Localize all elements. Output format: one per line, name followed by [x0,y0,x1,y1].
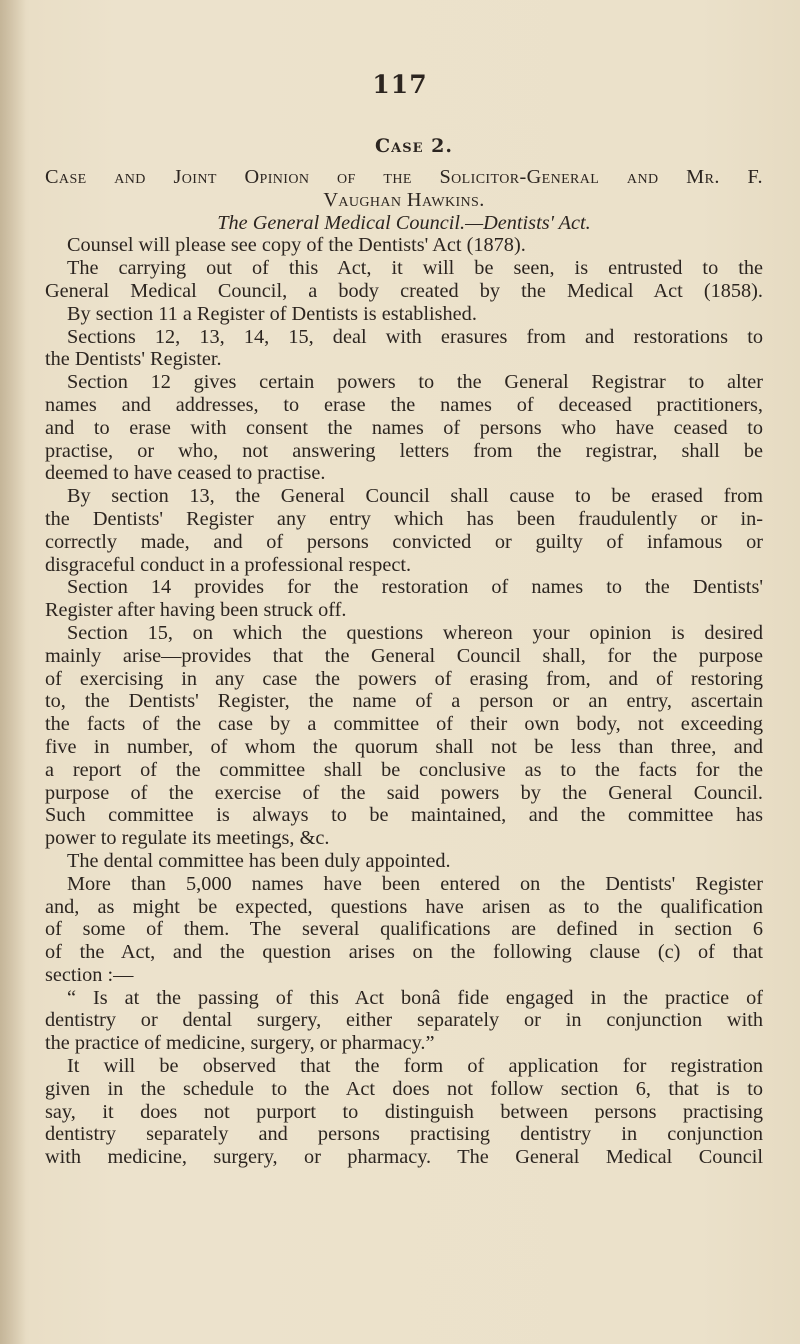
text-line: purpose of the exercise of the said powers by the General Council. [45,781,763,804]
text-line: the facts of the case by a committee of their own body, not exceeding [45,713,763,736]
text-line: “ Is at the passing of this Act bonâ fide engaged in the practice of [67,986,763,1009]
text-line: and, as might be expected, questions have arisen as to the qualification [45,895,763,918]
text-line: The General Medical Council.—Dentists' Act. [217,211,591,234]
text-line: dentistry or dental surgery, either separately or in conjunction with [45,1009,763,1032]
page-gutter-shadow [0,0,26,1344]
text-line: and to erase with consent the names of persons who have ceased to [45,416,763,439]
text-line: power to regulate its meetings, &c. [45,827,330,850]
text-line: dentistry separately and persons practising dentistry in conjunction [45,1123,763,1146]
text-line: By section 11 a Register of Dentists is established. [67,302,477,325]
body-text [45,166,763,1169]
text-line: Case and Joint Opinion of the Solicitor-General and Mr. F. [45,166,763,188]
text-line: correctly made, and of persons convicted or guilty of infamous or [45,530,763,553]
text-line: mainly arise—provides that the General Council shall, for the purpose [45,644,763,667]
text-line: Section 14 provides for the restoration of names to the Dentists' [67,576,763,599]
text-line: Such committee is always to be maintained, and the committee has [45,804,763,827]
text-line: Section 15, on which the questions whereon your opinion is desired [67,621,763,644]
text-line: practise, or who, not answering letters from the registrar, shall be [45,439,763,462]
text-line: Section 12 gives certain powers to the General Registrar to alter [67,371,763,394]
text-line: deemed to have ceased to practise. [45,462,326,485]
text-line: Register after having been struck off. [45,599,347,622]
text-line: with medicine, surgery, or pharmacy. The General Medical Council [45,1146,763,1169]
text-line: More than 5,000 names have been entered on the Dentists' Register [67,872,763,895]
text-line: the Dentists' Register. [45,348,222,371]
text-line: The carrying out of this Act, it will be seen, is entrusted to the [67,257,763,280]
text-line: Sections 12, 13, 14, 15, deal with erasures from and restorations to [67,325,763,348]
text-line: By section 13, the General Council shall cause to be erased from [67,485,763,508]
case-heading: Case 2. [375,135,453,157]
text-line: Vaughan Hawkins. [323,188,485,211]
text-line: of exercising in any case the powers of erasing from, and of restoring [45,667,763,690]
page-number: 117 [372,70,428,99]
text-line: disgraceful conduct in a professional respect. [45,553,412,576]
text-line: General Medical Council, a body created by the Medical Act (1858). [45,279,763,302]
text-line: Counsel will please see copy of the Dentists' Act (1878). [67,234,526,257]
text-line: the practice of medicine, surgery, or pharmacy.” [45,1032,435,1055]
text-line: a report of the committee shall be conclusive as to the facts for the [45,758,763,781]
text-line: of the Act, and the question arises on the following clause (c) of that [45,941,763,964]
text-line: given in the schedule to the Act does not follow section 6, that is to [45,1077,763,1100]
text-line: It will be observed that the form of application for registration [67,1055,763,1078]
text-line: The dental committee has been duly appointed. [67,849,451,872]
text-line: names and addresses, to erase the names of deceased practitioners, [45,393,763,416]
text-line: of some of them. The several qualifications are defined in section 6 [45,918,763,941]
text-line: to, the Dentists' Register, the name of a person or an entry, ascertain [45,690,763,713]
text-line: five in number, of whom the quorum shall not be less than three, and [45,735,763,758]
text-line: section :— [45,963,134,986]
text-line: say, it does not purport to distinguish between persons practising [45,1100,763,1123]
text-line: the Dentists' Register any entry which has been fraudulently or in- [45,507,763,530]
